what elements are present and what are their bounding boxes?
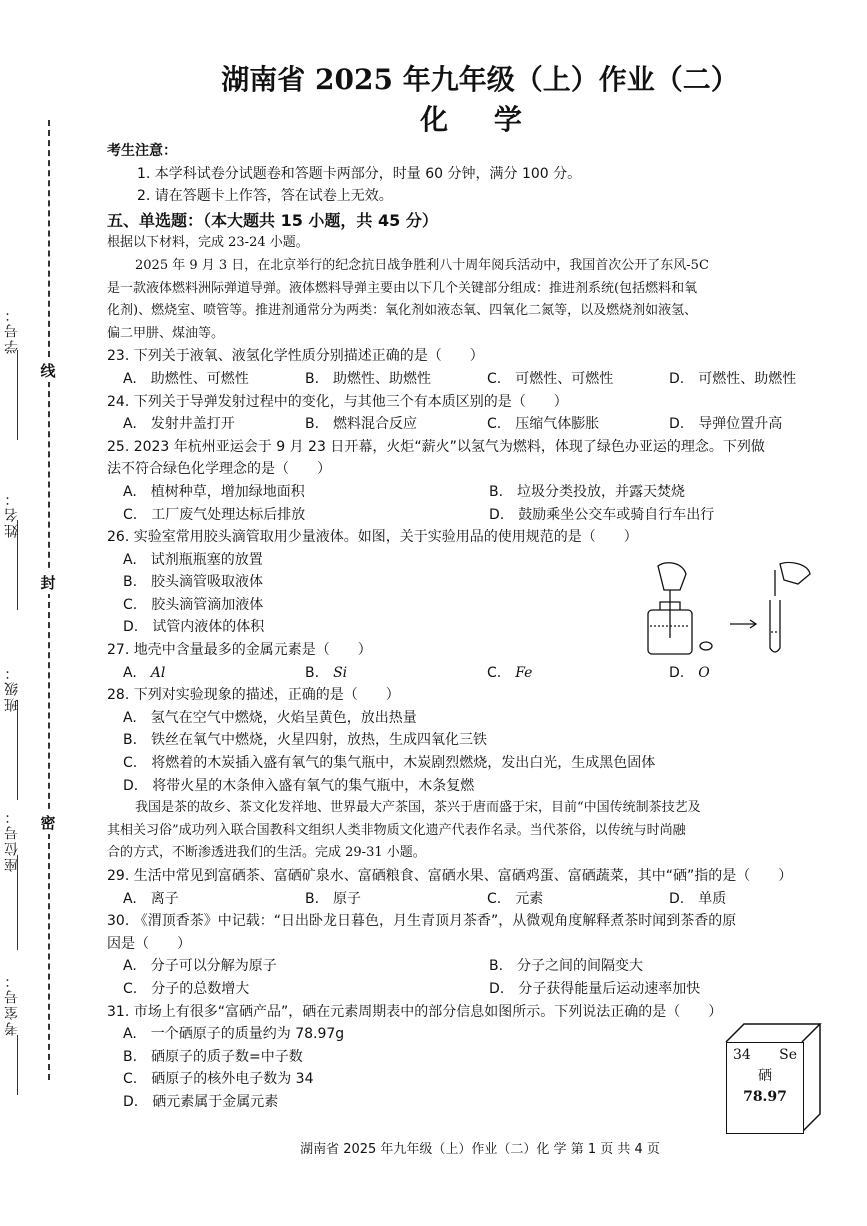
material-line: 我国是茶的故乡、茶文化发祥地、世界最大产茶国，茶兴于唐而盛于宋，目前“中国传统制茶技艺及 bbox=[135, 800, 701, 816]
option-letter: D. bbox=[669, 664, 685, 681]
material-line: 偏二甲肼、煤油等。 bbox=[107, 325, 225, 341]
atomic-number: 34 bbox=[733, 1047, 751, 1063]
option-c: C. 可燃性、可燃性 bbox=[487, 370, 614, 387]
question-31-stem: 31. 市场上有很多“富硒产品”，硒在元素周期表中的部分信息如图所示。下列说法正确的是（ ） bbox=[107, 1003, 723, 1020]
exam-room-label: 考室号： bbox=[4, 972, 20, 1036]
question-25-stem-cont: 法不符合绿色化学理念的是（ ） bbox=[107, 461, 331, 478]
option-c: C. 硒原子的核外电子数为 34 bbox=[123, 1071, 314, 1088]
question-23-options bbox=[107, 368, 832, 391]
seal-char-line: 线 bbox=[36, 360, 60, 382]
option-letter: A. bbox=[123, 664, 137, 681]
question-29-stem: 29. 生活中常见到富硒茶、富硒矿泉水、富硒粮食、富硒水果、富硒鸡蛋、富硒蔬菜，其中“硒”指的是（ ） bbox=[107, 868, 793, 884]
option-d: D. 鼓励乘坐公交车或骑自行车出行 bbox=[489, 506, 715, 523]
field-underline bbox=[17, 700, 18, 800]
option-a: A. 植树种草，增加绿地面积 bbox=[123, 483, 305, 500]
question-30-options bbox=[107, 978, 832, 1001]
notice-heading: 考生注意： bbox=[107, 143, 177, 159]
option-d: D. 分子获得能量后运动速率加快 bbox=[489, 980, 701, 997]
field-underline bbox=[17, 350, 18, 440]
question-24-options bbox=[107, 413, 832, 436]
option-a: A. 发射井盖打开 bbox=[123, 416, 235, 433]
option-b: B. 铁丝在氧气中燃烧，火星四射，放热，生成四氧化三铁 bbox=[123, 732, 488, 749]
element-symbol: Se bbox=[779, 1047, 797, 1063]
element-tile bbox=[726, 1042, 804, 1134]
question-28-stem: 28. 下列对实验现象的描述，正确的是（ ） bbox=[107, 687, 400, 704]
option-d: D. 试管内液体的体积 bbox=[123, 619, 265, 636]
question-27-stem: 27. 地壳中含量最多的金属元素是（ ） bbox=[107, 642, 372, 659]
option-b: B. 分子之间的间隔变大 bbox=[489, 958, 644, 975]
element-symbol: O bbox=[698, 664, 710, 681]
page-title: 湖南省 2025 年九年级（上）作业（二） bbox=[221, 63, 739, 96]
material-line: 其相关习俗”成功列入联合国教科文组织人类非物质文化遗产代表作名录。当代茶俗，以传统与时尚融 bbox=[107, 822, 686, 838]
option-a: A. 助燃性、可燃性 bbox=[123, 370, 249, 387]
option-a: A. 氢气在空气中燃烧，火焰呈黄色，放出热量 bbox=[123, 709, 417, 726]
section-title: 五、单选题：（本大题共 15 小题，共 45 分） bbox=[107, 210, 438, 230]
material-line: 2025 年 9 月 3 日，在北京举行的纪念抗日战争胜利八十周年阅兵活动中，我国首次公开了东风-5C bbox=[135, 257, 709, 273]
question-25-stem: 25. 2023 年杭州亚运会于 9 月 23 日开幕，火炬“薪火”以氢气为燃料，体现了绿色办亚运的理念。下列做 bbox=[107, 438, 765, 455]
option-d: D. 将带火星的木条伸入盛有氧气的集气瓶中，木条复燃 bbox=[123, 777, 475, 794]
subject-title: 化 学 bbox=[420, 103, 540, 136]
option-letter: B. bbox=[305, 664, 320, 681]
material-lead: 根据以下材料，完成 23-24 小题。 bbox=[107, 235, 309, 251]
option-a: A. 一个硒原子的质量约为 78.97g bbox=[123, 1026, 345, 1043]
question-29-options bbox=[107, 888, 832, 911]
element-symbol: Fe bbox=[515, 664, 533, 681]
field-underline bbox=[17, 1035, 18, 1095]
material-line: 是一款液体燃料洲际弹道导弹。液体燃料导弹主要由以下几个关键部分组成：推进剂系统(包括燃料和氧 bbox=[107, 280, 698, 296]
material-line: 合的方式，不断渗透进我们的生活。完成 29-31 小题。 bbox=[107, 845, 426, 861]
option-letter: C. bbox=[487, 664, 502, 681]
option-d: D. 可燃性、助燃性 bbox=[669, 370, 797, 387]
option-b: B. 垃圾分类投放，并露天焚烧 bbox=[489, 483, 686, 500]
question-27-options bbox=[107, 662, 832, 685]
question-24-stem: 24. 下列关于导弹发射过程中的变化，与其他三个有本质区别的是（ ） bbox=[107, 393, 568, 410]
notice-item: 2. 请在答题卡上作答，答在试卷上无效。 bbox=[137, 188, 393, 205]
option-b: B. 原子 bbox=[305, 890, 362, 907]
option-c: C. 压缩气体膨胀 bbox=[487, 416, 600, 433]
question-30-stem: 30. 《渭顶香茶》中记载：“日出卧龙日暮色，月生青顶月茶香”，从微观角度解释煮茶时闻到茶香的原 bbox=[107, 913, 737, 930]
option-b bbox=[305, 662, 487, 685]
class-label: 班级： bbox=[4, 664, 20, 712]
option-d: D. 硒元素属于金属元素 bbox=[123, 1093, 279, 1110]
binding-margin bbox=[0, 0, 80, 1226]
seat-label: 座位号： bbox=[4, 808, 20, 872]
option-c bbox=[487, 662, 669, 685]
question-30-stem-cont: 因是（ ） bbox=[107, 935, 191, 952]
question-23-stem: 23. 下列关于液氧、液氢化学性质分别描述正确的是（ ） bbox=[107, 348, 484, 365]
element-symbol: Si bbox=[333, 664, 348, 681]
option-b: B. 胶头滴管吸取液体 bbox=[123, 574, 264, 591]
option-a: A. 试剂瓶瓶塞的放置 bbox=[123, 551, 263, 568]
seal-dashed-line bbox=[48, 120, 50, 1080]
option-d bbox=[669, 662, 851, 685]
student-id-label: 学号： bbox=[4, 306, 20, 354]
selenium-element-figure bbox=[722, 1020, 824, 1136]
option-a bbox=[123, 662, 305, 685]
question-25-options bbox=[107, 481, 832, 504]
option-c: C. 工厂废气处理达标后排放 bbox=[123, 506, 306, 523]
element-symbol: Al bbox=[150, 664, 166, 681]
question-25-options bbox=[107, 504, 832, 527]
material-line: 化剂)、燃烧室、喷管等。推进剂通常分为两类：氧化剂如液态氧、四氧化二氮等，以及燃烧剂如液氢、 bbox=[107, 303, 698, 319]
question-26-stem: 26. 实验室常用胶头滴管取用少量液体。如图，关于实验用品的使用规范的是（ ） bbox=[107, 529, 638, 546]
notice-item: 1. 本学科试卷分试题卷和答题卡两部分，时量 60 分钟，满分 100 分。 bbox=[137, 165, 582, 182]
option-a: A. 离子 bbox=[123, 890, 179, 907]
dropper-experiment-figure bbox=[640, 560, 820, 660]
option-a: A. 分子可以分解为原子 bbox=[123, 958, 277, 975]
option-c: C. 分子的总数增大 bbox=[123, 980, 250, 997]
page-footer: 湖南省 2025 年九年级（上）作业（二）化 学 第 1 页 共 4 页 bbox=[300, 1142, 660, 1157]
option-c: C. 元素 bbox=[487, 890, 544, 907]
option-d: D. 单质 bbox=[669, 890, 727, 907]
element-name: 硒 bbox=[758, 1068, 772, 1084]
option-c: C. 将燃着的木炭插入盛有氧气的集气瓶中，木炭剧烈燃烧，发出白光，生成黑色固体 bbox=[123, 755, 656, 772]
seal-char-secret: 密 bbox=[36, 812, 60, 834]
question-30-options bbox=[107, 955, 832, 978]
option-b: B. 助燃性、助燃性 bbox=[305, 370, 432, 387]
name-label: 姓名： bbox=[4, 490, 20, 538]
option-d: D. 导弹位置升高 bbox=[669, 416, 783, 433]
option-b: B. 硒原子的质子数=中子数 bbox=[123, 1048, 303, 1065]
option-b: B. 燃料混合反应 bbox=[305, 416, 418, 433]
option-c: C. 胶头滴管滴加液体 bbox=[123, 596, 264, 613]
seal-char-seal: 封 bbox=[36, 572, 60, 594]
atomic-mass: 78.97 bbox=[743, 1089, 787, 1105]
